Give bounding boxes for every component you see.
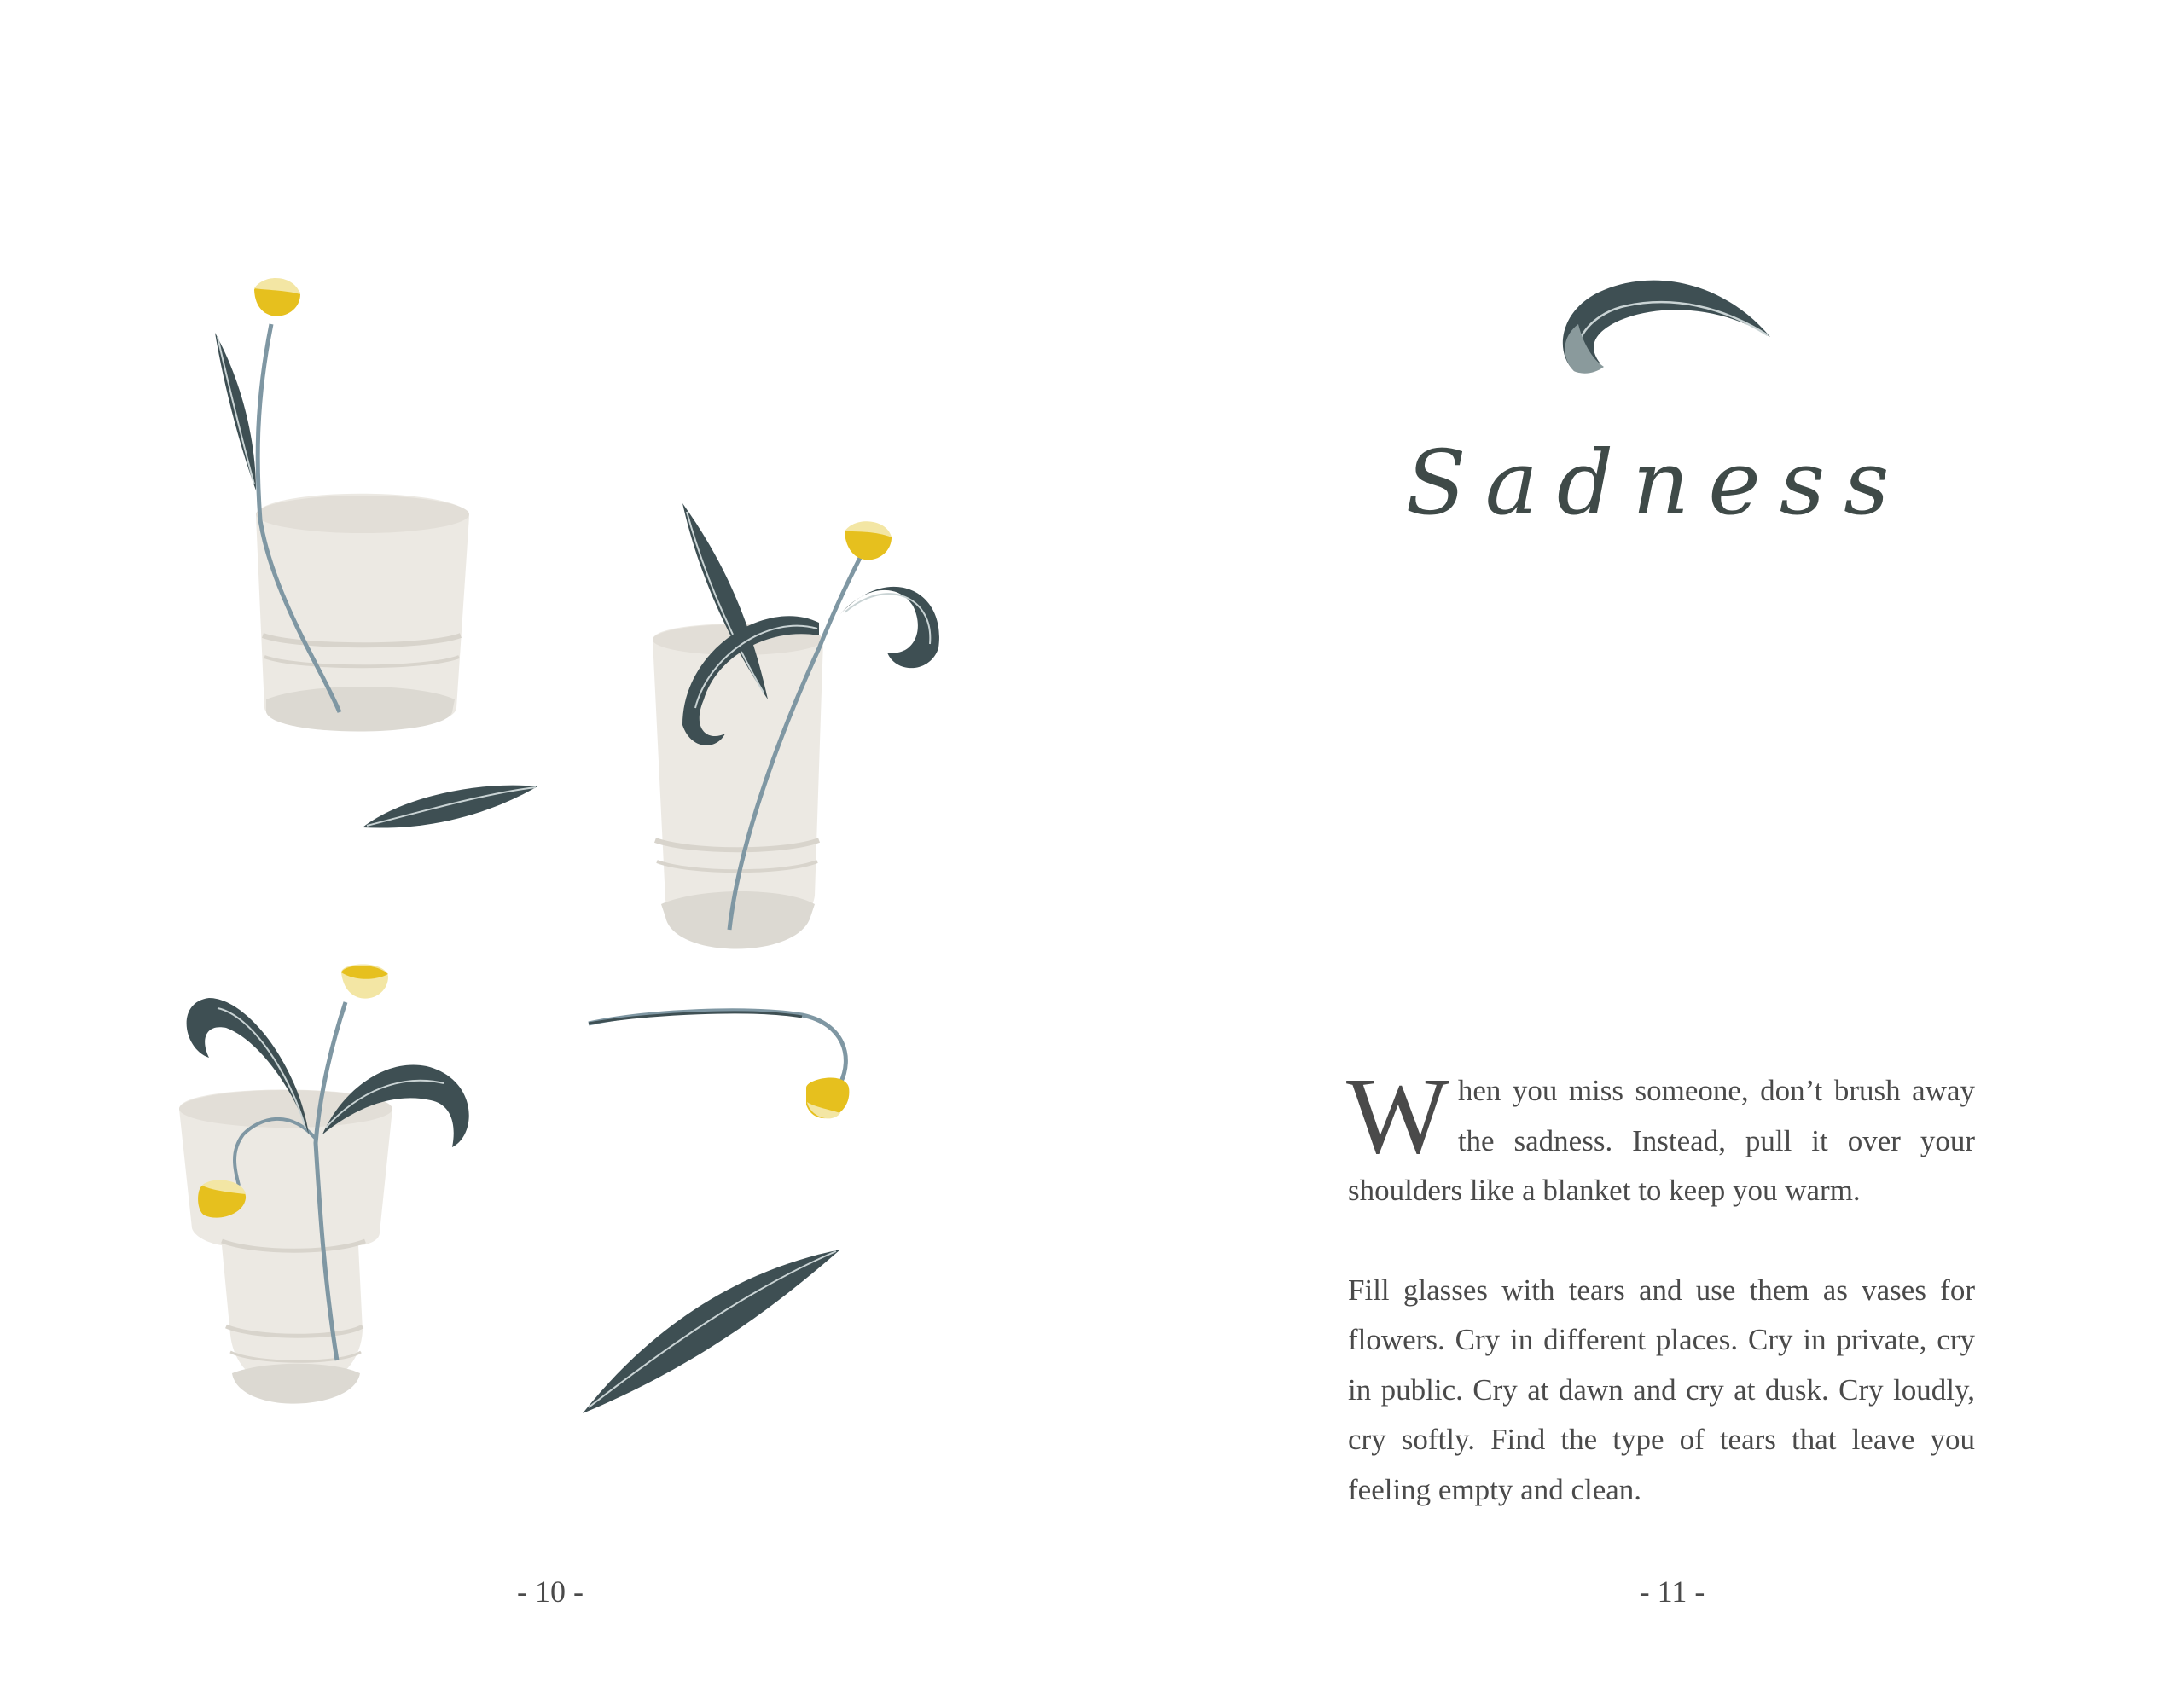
right-page <box>1092 0 2184 1688</box>
loose-leaf-2 <box>583 1250 840 1413</box>
paragraph-1-text: hen you miss someone, don’t brush away the sadness. Instead, pull it over your shoulders like a blanket to keep you warm. <box>1348 1074 1975 1207</box>
glass-3 <box>179 1090 392 1404</box>
glass-1 <box>256 494 469 732</box>
body-text <box>1346 1055 1975 1564</box>
page-number-left: - 10 - <box>517 1575 584 1609</box>
paragraph-1 <box>1346 1055 1975 1216</box>
leaf-ornament-icon <box>1553 256 1774 384</box>
chapter-title: Sadness <box>1405 431 1908 535</box>
page-number-right: - 11 - <box>1639 1575 1705 1609</box>
paragraph-2: Fill glasses with tears and use them as vases for flowers. Cry in different places. Cry in private, cry in public. Cry at dawn and cry at dusk. Cry loudly, cry softly. Find the type of tears that leave you feeling empty and clean. <box>1348 1273 1975 1506</box>
drooping-flower <box>589 1011 849 1119</box>
glass-2 <box>653 624 823 948</box>
drop-cap: W <box>1346 1055 1449 1176</box>
